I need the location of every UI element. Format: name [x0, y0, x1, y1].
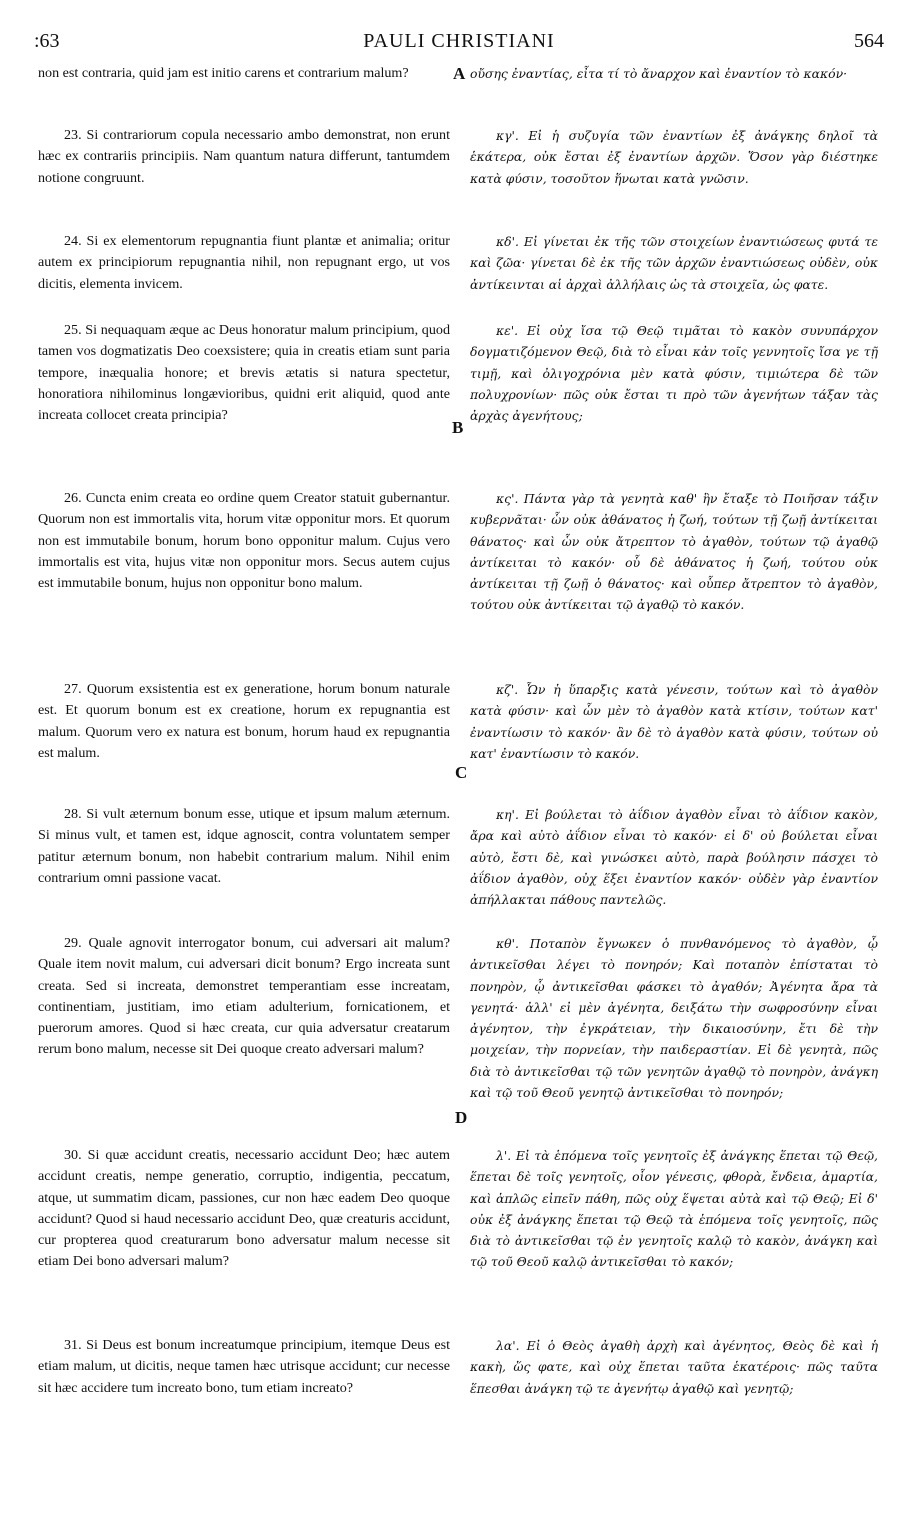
latin-section-26: 26. Cuncta enim creata eo ordine quem Creator statuit gubernantur. Quorum non est immortalis vita, horum vitæ opponitur mors. Et quorum non est immutabile bonum, horum bono opponitur malum. Cujus vero immortalis est vita, hujus vitæ non opponitur mors. Secus autem cujus est immutabile bonum, hujus non opponitur bono malum.	[38, 490, 450, 592]
page-header	[34, 30, 884, 56]
greek-section-23: κγ'. Εἰ ἡ συζυγία τῶν ἐναντίων ἐξ ἀνάγκης δηλοῖ τὰ ἑκάτερα, οὐκ ἔσται ἐξ ἐναντίων ἀρχῶν. Ὅσον γὰρ διέστηκε κατὰ φύσιν, τοσοῦτον ἥνωται κατὰ γνῶσιν.	[470, 128, 878, 186]
latin-section-31: 31. Si Deus est bonum increatumque principium, itemque Deus est etiam malum, ut dicitis, neque tamen hæc utrisque accidunt; cur necesse sit hæc accidere tum increato bono, tum etiam increato?	[38, 1337, 450, 1396]
latin-section-27: 27. Quorum exsistentia est ex generatione, horum bonum naturale est. Et quorum bonum est ex creatione, horum ex repugnantia est malum. Quorum vero ex natura est bonum, horum haud ex repugnantia est malum.	[38, 681, 450, 761]
latin-section-24: 24. Si ex elementorum repugnantia fiunt plantæ et animalia; oritur autem ex principiorum repugnantia nihil, non repugnant ergo, ut vos dicitis, elementa invicem.	[38, 233, 450, 292]
latin-section-30: 30. Si quæ accidunt creatis, necessario accidunt Deo; hæc autem accidunt creatis, nempe generatio, corruptio, indigentia, peccatum, atque, ut summatim dicam, passiones, cur non hæc eadem Deo quoque accidunt? Quod si haud necessario accidunt Deo, quæ creaturis accidunt, cur propterea quod creaturarum bono adversatur malum necesse sit etiam Dei bono adversari malum?	[38, 1147, 450, 1270]
latin-para-continuation: non est contraria, quid jam est initio carens et contrarium malum?	[38, 65, 409, 81]
running-head-title: PAULI CHRISTIANI	[363, 30, 555, 52]
greek-section-27: κζ'. Ὧν ἡ ὕπαρξις κατὰ γένεσιν, τούτων καὶ τὸ ἀγαθὸν κατὰ φύσιν· καὶ ὧν μὲν τὸ ἀγαθὸν κατὰ κτίσιν, τούτων κατ' ἐναντίωσιν τὸ κακόν· ἂν δὲ τὸ ἀγαθὸν κατὰ φύσιν, τούτων οὐ κατ' ἐναντίωσιν τὸ κακόν.	[470, 682, 878, 761]
margin-marker-a: A	[453, 64, 466, 83]
margin-marker-b: B	[452, 418, 464, 437]
latin-section-28: 28. Si vult æternum bonum esse, utique et ipsum malum æternum. Si minus vult, et tamen est, idque agnoscit, contra voluntatem semper patitur æternum bonum, non habebit contrarium malum. Nihil enim contrarium omni passione vacat.	[38, 806, 450, 886]
right-page-number: 564	[854, 30, 884, 52]
greek-section-29: κθ'. Ποταπὸν ἔγνωκεν ὁ πυνθανόμενος τὸ ἀγαθὸν, ᾧ ἀντικεῖσθαι λέγει τὸ πονηρόν; Καὶ ποταπὸν ἐπίσταται τὸ πονηρὸν, ᾧ ἀντικεῖσθαι φάσκει τὸ ἀγαθόν; Ἀγένητα ἄρα τὰ γενητά· ἀλλ' εἰ μὲν ἀγένητα, δειξάτω τὴν σωφροσύνην εἶναι ἀγένητον, τὴν ἐγκράτειαν, τὴν δικαιοσύνην, ἔτι δὲ τὴν μοιχείαν, τὴν πορνείαν, τὴν παιδεραστίαν. Εἰ δὲ γενητὰ, πῶς διὰ τὸ ἀντικεῖσθαι τῷ τῶν γενητῶν ἀγαθῷ τὸ πονηρὸν, ἀνάγκη καὶ τῷ τοῦ Θεοῦ γενητῷ ἀντικεῖσθαι τὸ πονηρόν;	[470, 936, 878, 1101]
latin-section-25: 25. Si nequaquam æque ac Deus honoratur malum principium, quod tamen vos dogmatizatis Deo coexsistere; quia in creatis etiam sunt paria tempore, inæqualia honore; et brevis ætatis si natura spectetur, honoratiora nihilominus longævioribus, quidni erit aliquid, quod ante increata collocet creata principia?	[38, 322, 450, 424]
margin-marker-c: C	[455, 763, 468, 782]
greek-section-24: κδ'. Εἰ γίνεται ἐκ τῆς τῶν στοιχείων ἐναντιώσεως φυτά τε καὶ ζῶα· γίνεται δὲ ἐκ τῆς τῶν ἀρχῶν ἐναντιώσεως οὐδὲν, οὐκ ἀντίκεινται αἱ ἀρχαὶ ἀλλήλαις ὡς τὰ στοιχεῖα, ὡς φατε.	[470, 234, 878, 292]
latin-section-23: 23. Si contrariorum copula necessario ambo demonstrat, non erunt hæc ex contrariis principiis. Nam quantum natura differunt, tantumdem notione congruunt.	[38, 127, 450, 186]
greek-section-26: κς'. Πάντα γὰρ τὰ γενητὰ καθ' ἣν ἔταξε τὸ Ποιῆσαν τάξιν κυβερνᾶται· ὧν οὐκ ἀθάνατος ἡ ζωή, τούτων τῇ ζωῇ ἀντίκειται θάνατος· καὶ ὧν οὐκ ἄτρεπτον τὸ ἀγαθὸν, τούτων τῷ ἀγαθῷ ἀντίκειται τὸ κακόν· οὗ δὲ ἀθάνατος ἡ ζωή, τούτου οὐκ ἀντίκειται τῇ ζωῇ ὁ θάνατος· καὶ οὗπερ ἄτρεπτον τὸ ἀγαθὸν, τούτου οὐκ ἀντίκειται τῷ ἀγαθῷ τὸ κακόν.	[470, 491, 878, 613]
margin-marker-d: D	[455, 1108, 468, 1127]
left-page-number: :63	[34, 30, 60, 52]
greek-section-28: κη'. Εἰ βούλεται τὸ ἀΐδιον ἀγαθὸν εἶναι τὸ ἀΐδιον κακὸν, ἄρα καὶ αὐτὸ ἀΐδιον εἶναι τὸ κακόν· εἰ δ' οὐ βούλεται εἶναι αὐτὸ, ἔστι δὲ, καὶ γινώσκει αὐτὸ, παρὰ βούλησιν πάσχει τὸ ἀΐδιον ἀγαθὸν, οὐχ ἕξει ἐναντίον κακόν· οὐδὲν γὰρ ἐναντίον ἀπήλλακται πάθους παντελῶς.	[470, 807, 878, 908]
greek-section-30: λ'. Εἰ τὰ ἑπόμενα τοῖς γενητοῖς ἐξ ἀνάγκης ἕπεται τῷ Θεῷ, ἕπεται δὲ τοῖς γενητοῖς, οἷον γένεσις, φθορὰ, ἔνδεια, ἁμαρτία, καὶ ἁπλῶς εἰπεῖν πάθη, πῶς οὐχ ἕψεται αὐτὰ καὶ τῷ Θεῷ; Εἰ δ' οὐκ ἐξ ἀνάγκης ἕπεται τῷ Θεῷ τὰ ἑπόμενα τοῖς γενητοῖς, πῶς διὰ τὸ ἀντικεῖσθαι τῷ ἐν γενητοῖς καλῷ τὸ κακὸν, ἀνάγκη καὶ τῷ τοῦ Θεοῦ καλῷ ἀντικεῖσθαι τὸ κακόν;	[470, 1148, 878, 1270]
greek-section-31: λα'. Εἰ ὁ Θεὸς ἀγαθὴ ἀρχὴ καὶ ἀγένητος, Θεὸς δὲ καὶ ἡ κακὴ, ὥς φατε, καὶ οὐχ ἕπεται ταῦτα ἑκατέροις· πῶς ταῦτα ἕπεσθαι ἀνάγκη τῷ τε ἀγενήτῳ ἀγαθῷ καὶ γενητῷ;	[470, 1338, 878, 1396]
latin-section-29: 29. Quale agnovit interrogator bonum, cui adversari ait malum? Quale item novit malum, cui adversari dicit bonum? Ergo increata sunt creata. Sed si increata, demonstret temperantiam esse increatam, continentiam, justitiam, imo etiam adulterium, fornicationem, et puerorum amores. Quod si hæc creata, cur quia adversatur creatarum rerum bono malum, necesse sit Dei quoque creato adversari malum?	[38, 935, 450, 1058]
greek-section-25: κε'. Εἰ οὐχ ἴσα τῷ Θεῷ τιμᾶται τὸ κακὸν συνυπάρχον δογματιζόμενον Θεῷ, διὰ τὸ εἶναι κἀν τοῖς γεννητοῖς ἴσα γε τῇ τιμῇ, καὶ ὀλιγοχρόνια μὲν κατὰ φύσιν, τιμιώτερα δὲ τῶν πολυχρονίων· πῶς οὐκ ἔσται τι πρὸ τῶν ἀγενήτων τάξαν τὰς ἀρχὰς ἀγενήτους;	[470, 323, 878, 424]
greek-para-continuation: οὔσης ἐναντίας, εἶτα τί τὸ ἄναρχον καὶ ἐναντίον τὸ κακόν·	[470, 66, 848, 81]
